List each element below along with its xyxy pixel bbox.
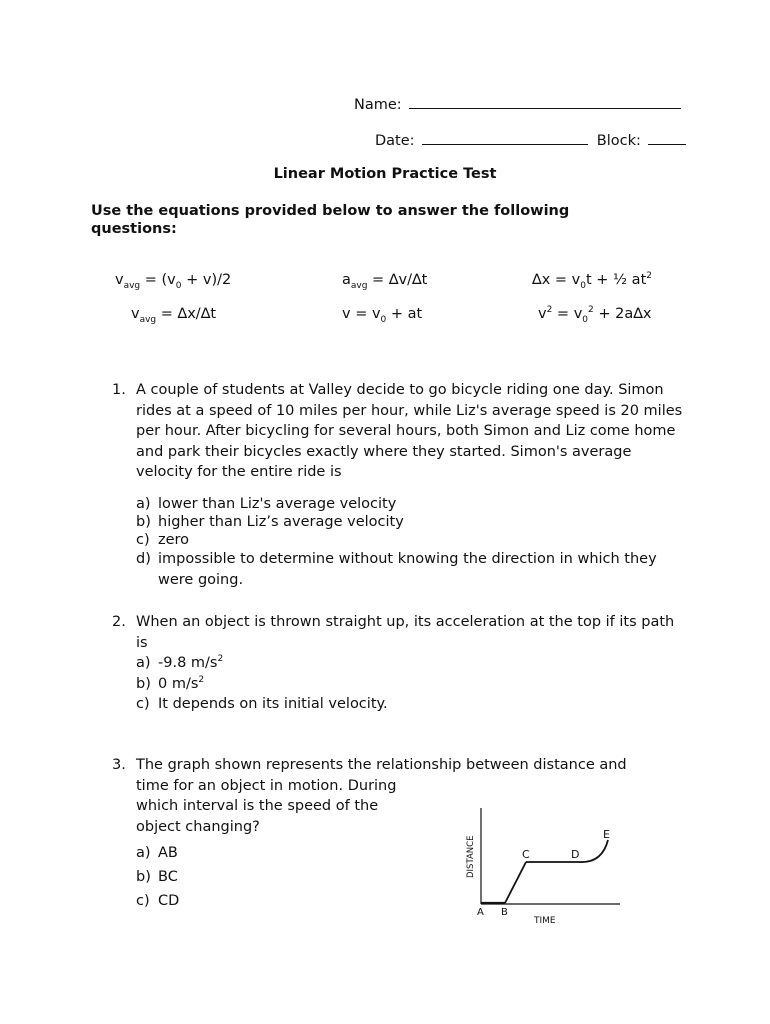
eq2-lhs: a (342, 272, 351, 288)
eq6-mid: = v (552, 306, 583, 322)
segment-de (580, 840, 608, 862)
option-label: a) (136, 845, 151, 861)
option-label: b) (136, 869, 151, 885)
eq4-lhs-sub: avg (139, 314, 157, 325)
eq4-rest: = ∆x/∆t (156, 306, 217, 322)
eq6-sup2: 2 (588, 305, 594, 316)
eq1-lhs-sub: avg (123, 280, 141, 291)
question-2 (112, 612, 687, 715)
eq4-lhs: v (131, 306, 140, 322)
option-sup: 2 (198, 674, 205, 685)
block-label: Block: (596, 133, 641, 149)
eq5-pre: v = v (342, 306, 381, 322)
question-3-text-line-3: which interval is the speed of the (136, 798, 379, 814)
option-label: b) (136, 513, 151, 530)
eq6-tail: + 2a∆x (593, 306, 652, 322)
equation-velocity-squared (538, 305, 652, 325)
question-2-option-a[interactable] (136, 653, 687, 674)
equation-final-velocity (342, 306, 423, 325)
equation-displacement (532, 271, 652, 291)
option-label: c) (136, 893, 150, 909)
eq5-sub: 0 (380, 314, 387, 325)
equation-avg-velocity-1 (115, 272, 232, 291)
eq2-lhs-sub: avg (350, 280, 368, 291)
option-text: AB (158, 845, 178, 861)
eq3-mid: t + ½ at (585, 272, 647, 288)
option-sup: 2 (217, 654, 224, 665)
question-3-text-line-4: object changing? (136, 818, 260, 835)
option-text: It depends on its initial velocity. (158, 696, 388, 712)
question-2-number: 2. (112, 614, 126, 630)
date-label: Date: (375, 133, 415, 149)
question-2-text: When an object is thrown straight up, its acceleration at the top if its path is (136, 614, 675, 651)
point-label-d: D (571, 848, 580, 861)
eq3-sup: 2 (646, 271, 652, 282)
option-text: -9.8 m/s (158, 655, 218, 671)
option-label: a) (136, 495, 151, 512)
question-2-option-b[interactable] (136, 674, 687, 695)
question-3-text-line-1: The graph shown represents the relationship between distance and (136, 757, 627, 773)
equation-avg-velocity-2 (131, 306, 217, 325)
eq3-sub: 0 (580, 280, 586, 291)
option-text: CD (158, 893, 180, 909)
eq2-rest: = ∆v/∆t (367, 272, 428, 288)
page-title: Linear Motion Practice Test (273, 166, 497, 182)
point-label-a: A (477, 907, 484, 918)
question-1-option-d[interactable] (136, 549, 687, 591)
eq5-tail: + at (386, 306, 423, 322)
instructions: Use the equations provided below to answer the following questions: (91, 203, 570, 237)
option-label: c) (136, 696, 150, 712)
name-field-row (354, 94, 681, 113)
x-axis-label: TIME (534, 916, 556, 926)
question-1-option-a[interactable] (136, 495, 687, 513)
option-text: lower than Liz's average velocity (158, 495, 397, 512)
option-label: b) (136, 675, 151, 692)
eq1-tail: + v)/2 (181, 272, 232, 288)
name-blank[interactable] (409, 94, 681, 109)
name-label: Name: (354, 97, 402, 113)
option-text: higher than Liz’s average velocity (158, 513, 404, 530)
eq1-rest: = (v (140, 272, 176, 288)
option-text: zero (158, 531, 190, 548)
eq6-pre: v (538, 306, 547, 322)
question-3-number: 3. (112, 757, 126, 773)
option-text: 0 m/s (158, 675, 199, 692)
point-label-c: C (522, 848, 530, 861)
eq1-v0-sub: 0 (175, 280, 182, 291)
question-1-option-c[interactable] (136, 531, 687, 549)
question-3-text-line-2: time for an object in motion. During (136, 777, 397, 794)
question-2-option-c[interactable] (136, 694, 687, 715)
eq1-lhs: v (115, 272, 124, 288)
date-blank[interactable] (422, 130, 588, 145)
equation-avg-acceleration (342, 272, 428, 291)
point-label-e: E (603, 828, 610, 841)
y-axis-label: DISTANCE (466, 835, 476, 878)
option-label: a) (136, 655, 151, 671)
option-label: c) (136, 531, 150, 548)
question-1 (112, 380, 687, 591)
option-text: impossible to determine without knowing the direction in which they were going. (158, 550, 657, 588)
eq6-sub: 0 (582, 314, 589, 325)
eq6-sup1: 2 (546, 305, 553, 316)
distance-time-graph (460, 802, 625, 930)
point-label-b: B (501, 907, 508, 918)
question-1-number: 1. (112, 382, 126, 398)
block-blank[interactable] (648, 130, 686, 145)
option-label: d) (136, 550, 151, 567)
date-block-row (375, 130, 686, 149)
segment-bc (505, 862, 526, 903)
question-1-option-b[interactable] (136, 513, 687, 531)
question-1-text: A couple of students at Valley decide to go bicycle riding one day. Simon rides at a speed of 10 miles per hour, while Liz's average speed is 20 miles per hour. After bicycling for several hours, both Simon and Liz come home and park their bicycles exactly where they started. Simon's average velocity for the entire ride is (136, 382, 683, 480)
eq3-pre: ∆x = v (532, 272, 581, 288)
option-text: BC (158, 869, 178, 885)
